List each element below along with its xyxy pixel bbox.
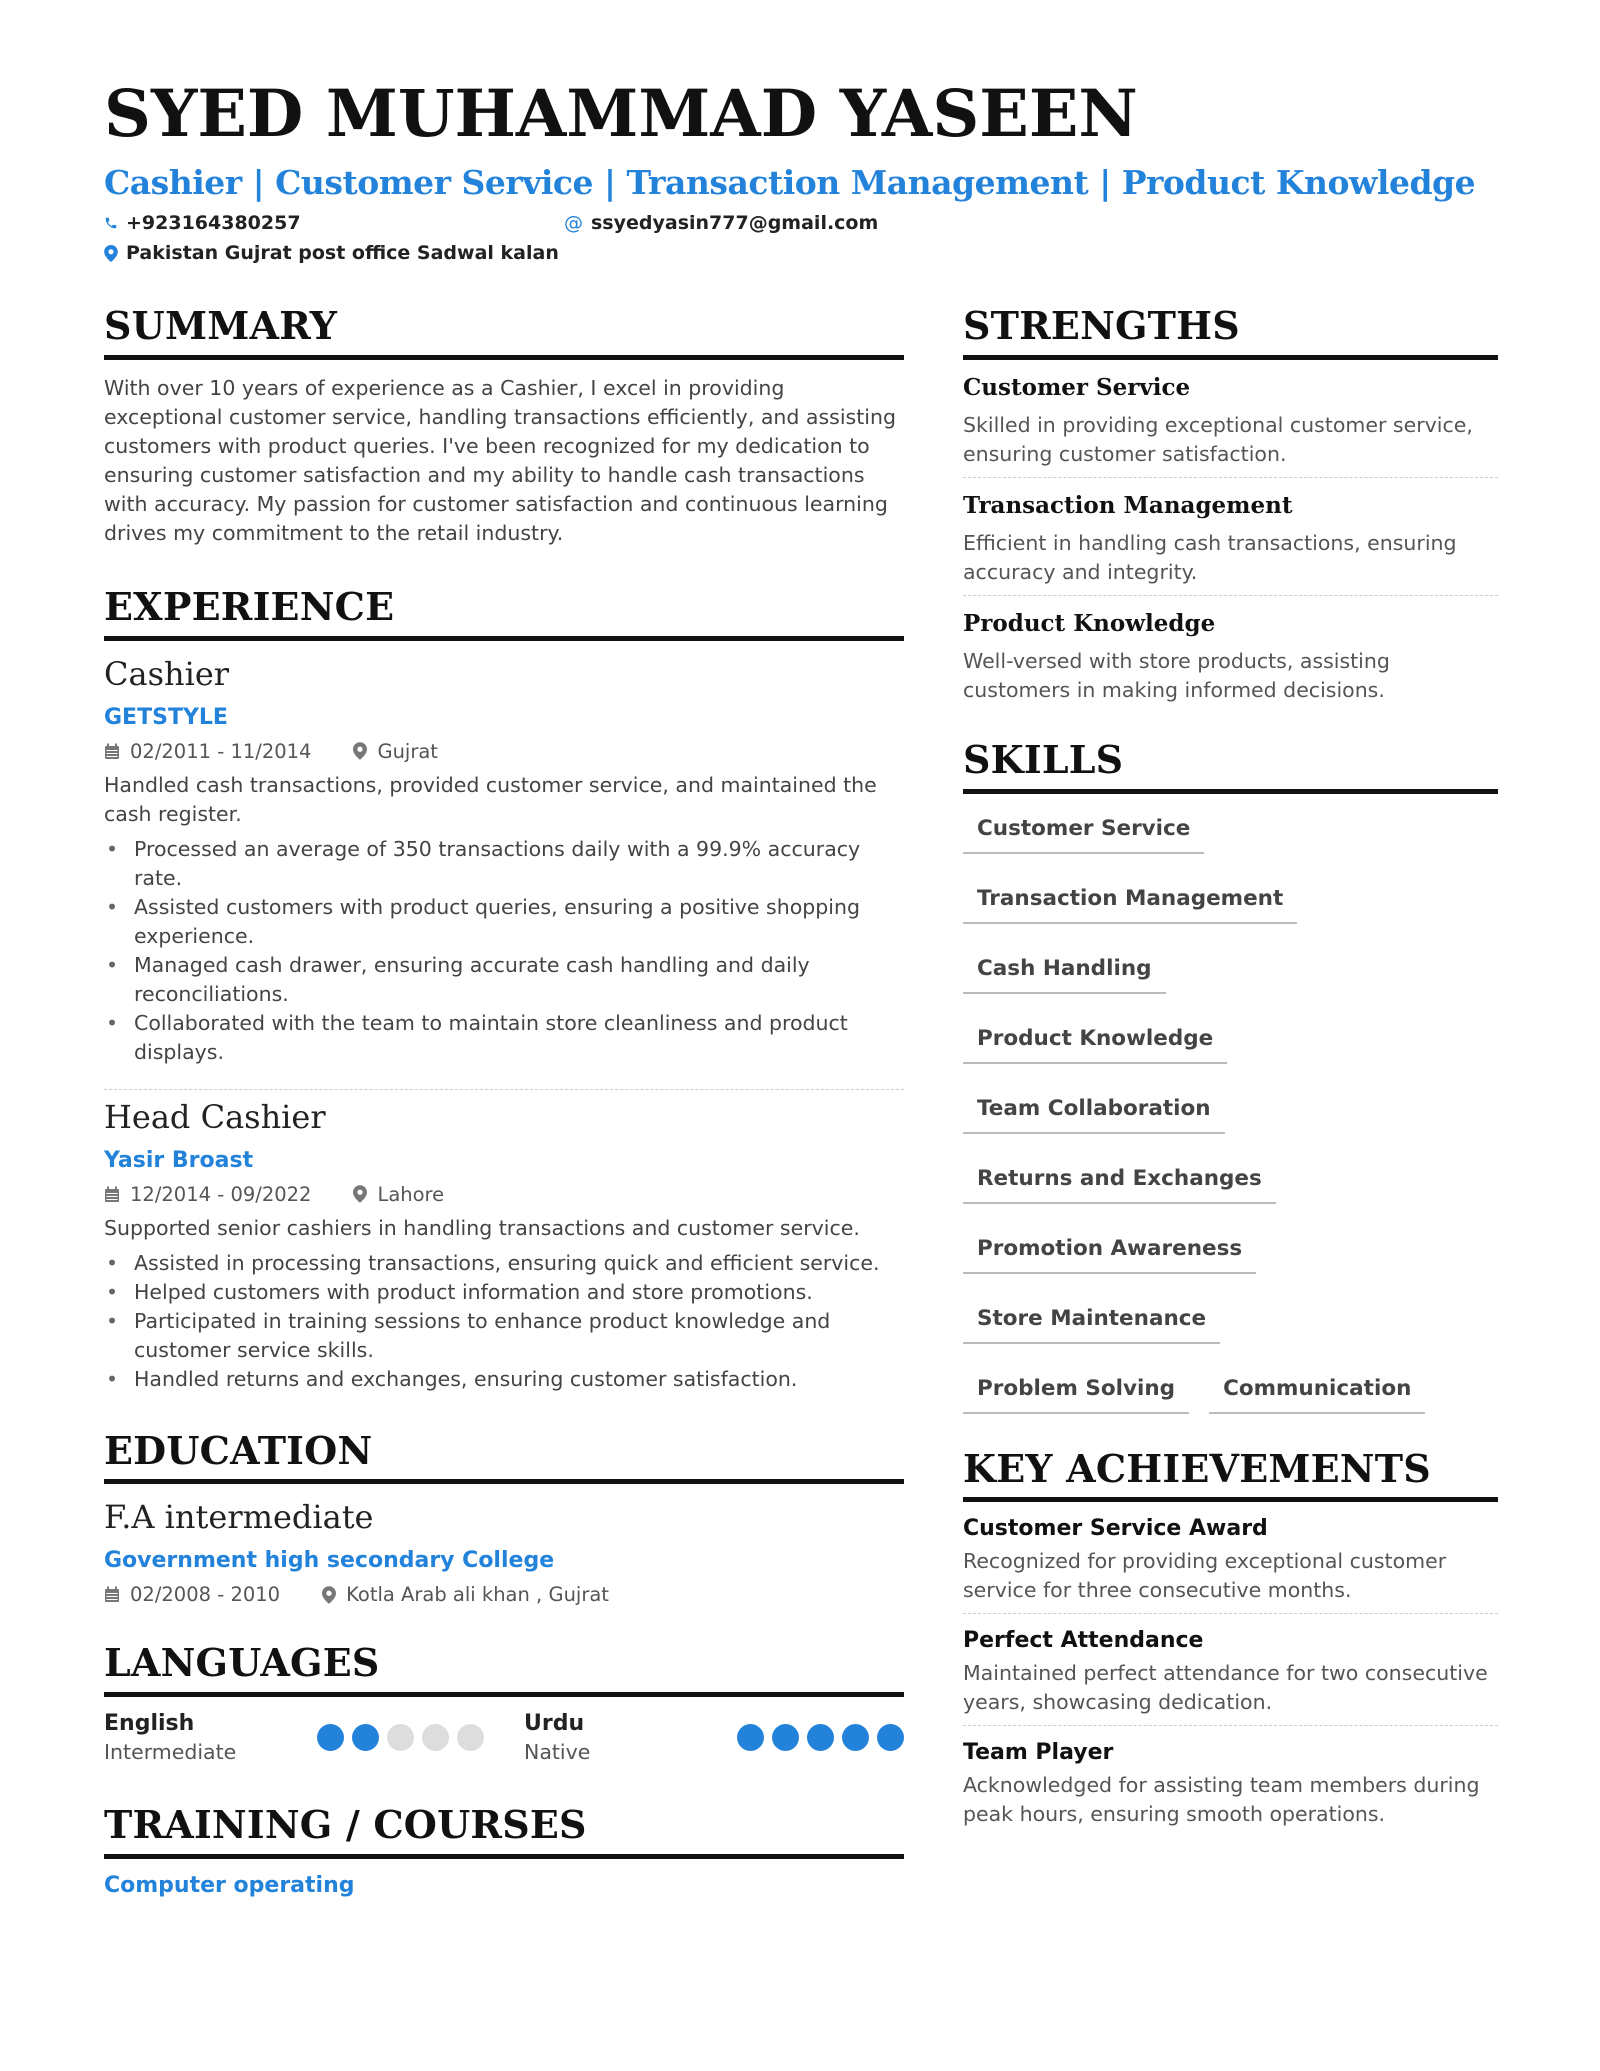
proficiency-dots	[317, 1724, 484, 1751]
bullet-item: • Assisted customers with product queries, ensuring a positive shopping experience.	[104, 893, 904, 951]
languages-row	[104, 1711, 904, 1764]
strength-title: Customer Service	[963, 373, 1191, 401]
contact-row	[104, 212, 1504, 234]
strength-item	[963, 374, 1498, 469]
job-dates: 02/2011 - 11/2014	[130, 739, 312, 763]
candidate-name: SYED MUHAMMAD YASEEN	[104, 76, 1138, 152]
strength-desc: Skilled in providing exceptional customer service, ensuring customer satisfaction.	[963, 412, 1473, 466]
map-pin-icon	[322, 1586, 336, 1604]
job-description: Handled cash transactions, provided customer service, and maintained the cash register.	[104, 772, 877, 826]
language-item	[524, 1711, 904, 1764]
phone-number: +923164380257	[126, 212, 301, 234]
phone-icon	[104, 216, 118, 230]
achievement-desc: Maintained perfect attendance for two consecutive years, showcasing dedication.	[963, 1661, 1488, 1715]
strength-item	[963, 610, 1498, 705]
proficiency-dot-filled	[737, 1724, 764, 1751]
experience-heading: EXPERIENCE	[104, 586, 904, 641]
map-pin-icon	[353, 1185, 367, 1203]
calendar-icon	[104, 743, 120, 760]
bullet-item: • Helped customers with product information and store promotions.	[104, 1278, 904, 1307]
strength-item	[963, 492, 1498, 587]
achievement-item	[963, 1628, 1498, 1717]
strength-desc: Efficient in handling cash transactions, ensuring accuracy and integrity.	[963, 530, 1457, 584]
skill-tag: Problem Solving	[963, 1368, 1189, 1414]
job-bullets	[104, 835, 904, 1067]
education-section	[104, 1427, 904, 1607]
job-meta	[104, 1183, 904, 1206]
languages-section	[104, 1642, 904, 1764]
proficiency-dot-empty	[422, 1724, 449, 1751]
proficiency-dot-empty	[457, 1724, 484, 1751]
bullet-item: • Processed an average of 350 transactions daily with a 99.9% accuracy rate.	[104, 835, 904, 893]
divider	[104, 1089, 904, 1090]
calendar-icon	[104, 1586, 120, 1603]
proficiency-dot-empty	[387, 1724, 414, 1751]
headline: Cashier | Customer Service | Transaction Management | Product Knowledge	[104, 163, 1476, 202]
proficiency-dot-filled	[772, 1724, 799, 1751]
language-item	[104, 1711, 484, 1764]
achievements-heading: KEY ACHIEVEMENTS	[963, 1448, 1498, 1503]
strength-desc: Well-versed with store products, assisting customers in making informed decisions.	[963, 648, 1390, 702]
summary-text: With over 10 years of experience as a Cashier, I excel in providing exceptional customer service, handling transactions efficiently, and assisting customers with product queries. I've been recognized for my dedication to ensuring customer satisfaction and my ability to handle cash transactions with accuracy. My passion for customer satisfaction and continuous learning drives my commitment to the retail industry.	[104, 375, 896, 545]
achievement-item	[963, 1516, 1498, 1605]
language-level: Intermediate	[104, 1740, 237, 1765]
strength-title: Transaction Management	[963, 491, 1293, 519]
map-pin-icon	[353, 742, 367, 760]
bullet-item: • Handled returns and exchanges, ensuring customer satisfaction.	[104, 1365, 904, 1394]
proficiency-dots	[737, 1724, 904, 1751]
achievement-title: Team Player	[963, 1740, 1114, 1766]
divider	[963, 1613, 1498, 1614]
skill-tag: Cash Handling	[963, 948, 1166, 994]
strengths-section	[963, 305, 1498, 705]
proficiency-dot-filled	[807, 1724, 834, 1751]
job-entry	[104, 1098, 904, 1394]
skill-tag: Team Collaboration	[963, 1088, 1225, 1134]
language-name: Urdu	[524, 1711, 585, 1737]
training-section	[104, 1804, 904, 1898]
education-heading: EDUCATION	[104, 1430, 904, 1485]
skill-tag: Communication	[1209, 1368, 1425, 1414]
proficiency-dot-filled	[352, 1724, 379, 1751]
skill-tag: Store Maintenance	[963, 1298, 1220, 1344]
job-dates: 12/2014 - 09/2022	[130, 1182, 312, 1206]
bullet-item: • Collaborated with the team to maintain store cleanliness and product displays.	[104, 1009, 904, 1067]
job-title: Head Cashier	[104, 1097, 326, 1136]
proficiency-dot-filled	[842, 1724, 869, 1751]
languages-heading: LANGUAGES	[104, 1642, 904, 1697]
skill-tag: Returns and Exchanges	[963, 1158, 1276, 1204]
skills-list	[963, 808, 1503, 1438]
achievement-title: Perfect Attendance	[963, 1628, 1204, 1654]
job-meta	[104, 740, 904, 763]
achievement-title: Customer Service Award	[963, 1516, 1268, 1542]
strength-title: Product Knowledge	[963, 609, 1216, 637]
proficiency-dot-filled	[317, 1724, 344, 1751]
skill-tag: Product Knowledge	[963, 1018, 1227, 1064]
map-pin-icon	[104, 245, 118, 262]
skills-section	[963, 736, 1498, 1438]
achievements-section	[963, 1445, 1498, 1830]
education-meta	[104, 1583, 904, 1606]
skill-tag: Promotion Awareness	[963, 1228, 1256, 1274]
school-name[interactable]: Government high secondary College	[104, 1548, 555, 1574]
job-entry	[104, 655, 904, 1067]
degree-title: F.A intermediate	[104, 1498, 374, 1537]
summary-section	[104, 305, 904, 548]
education-dates: 02/2008 - 2010	[130, 1583, 281, 1607]
divider	[963, 477, 1498, 478]
education-location: Kotla Arab ali khan , Gujrat	[346, 1583, 609, 1607]
right-column	[963, 305, 1498, 1829]
language-level: Native	[524, 1740, 591, 1765]
job-location: Gujrat	[377, 739, 438, 763]
achievement-desc: Acknowledged for assisting team members during peak hours, ensuring smooth operations.	[963, 1773, 1480, 1827]
calendar-icon	[104, 1186, 120, 1203]
divider	[963, 595, 1498, 596]
skills-heading: SKILLS	[963, 739, 1498, 794]
training-heading: TRAINING / COURSES	[104, 1804, 904, 1859]
achievement-item	[963, 1740, 1498, 1829]
location-contact	[104, 242, 1504, 264]
company-name[interactable]: Yasir Broast	[104, 1147, 254, 1173]
achievement-desc: Recognized for providing exceptional customer service for three consecutive months.	[963, 1549, 1447, 1603]
job-bullets	[104, 1249, 904, 1394]
divider	[963, 1725, 1498, 1726]
proficiency-dot-filled	[877, 1724, 904, 1751]
job-location: Lahore	[377, 1182, 445, 1206]
language-name: English	[104, 1711, 195, 1737]
skill-tag: Customer Service	[963, 808, 1204, 854]
course-name[interactable]: Computer operating	[104, 1872, 355, 1898]
experience-section	[104, 583, 904, 1394]
left-column	[104, 305, 904, 1898]
email-contact[interactable]	[564, 212, 878, 234]
bullet-item: • Participated in training sessions to enhance product knowledge and customer service skills.	[104, 1307, 904, 1365]
summary-heading: SUMMARY	[104, 305, 904, 360]
bullet-item: • Assisted in processing transactions, ensuring quick and efficient service.	[104, 1249, 904, 1278]
job-description: Supported senior cashiers in handling transactions and customer service.	[104, 1215, 860, 1240]
location-text: Pakistan Gujrat post office Sadwal kalan	[126, 242, 559, 264]
phone-contact[interactable]	[104, 212, 564, 234]
bullet-item: • Managed cash drawer, ensuring accurate cash handling and daily reconciliations.	[104, 951, 904, 1009]
skill-tag: Transaction Management	[963, 878, 1297, 924]
job-title: Cashier	[104, 654, 230, 693]
company-name[interactable]: GETSTYLE	[104, 704, 228, 730]
email-address: ssyedyasin777@gmail.com	[591, 212, 879, 234]
resume-header	[104, 76, 1504, 264]
strengths-heading: STRENGTHS	[963, 305, 1498, 360]
at-icon: @	[564, 212, 583, 234]
